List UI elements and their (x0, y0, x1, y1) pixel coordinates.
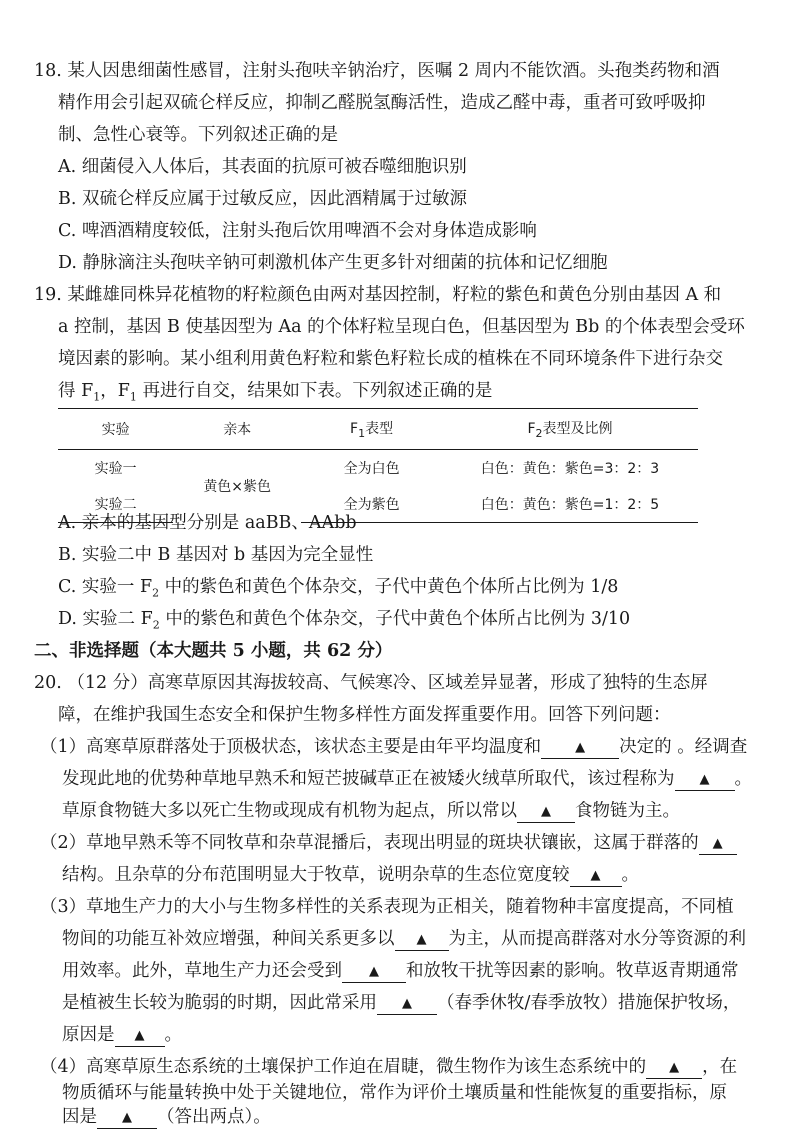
q20-part3-line-5: 原因是 ▲ 。 (62, 1025, 182, 1045)
triangle-icon: ▲ (669, 1060, 680, 1075)
q20-intro-1: 20. （12 分）高寒草原因其海拔较高、气候寒冷、区域差异显著，形成了独特的生态屏 (34, 673, 708, 693)
q18-line-2: 精作用会引起双硫仑样反应，抑制乙醛脱氢酶活性，造成乙醛中毒，重者可致呼吸抑 (58, 93, 706, 113)
answer-blank[interactable] (541, 737, 619, 759)
q18-line-3: 制、急性心衰等。下列叙述正确的是 (58, 125, 338, 145)
q19-option-d: D. 实验二 $F_2$ 中的紫色和黄色个体杂交，子代中黄色个体所占比例为 3/10 (58, 609, 631, 632)
header-experiment: 实验 (58, 409, 173, 450)
q20-part3-line-1: （3）草地生产力的大小与生物多样性的关系表现为正相关，随着物种丰富度提高，不同植 (40, 897, 734, 917)
q20-part3-line-2: 物间的功能互补效应增强，种间关系更多以 ▲ 为主，从而提高群落对水分等资源的利 (62, 929, 746, 949)
cell-f1: 全为白色 (343, 461, 400, 477)
answer-blank[interactable] (395, 929, 449, 951)
answer-blank[interactable] (675, 769, 735, 791)
q20-part2-line-1: （2）草地早熟禾等不同牧草和杂草混播后，表现出明显的斑块状镶嵌，这属于群落的 ▲ (40, 830, 737, 856)
q20-intro-2: 障，在维护我国生态安全和保护生物多样性方面发挥重要作用。回答下列问题： (58, 705, 671, 725)
triangle-icon: ▲ (699, 772, 710, 787)
q18-option-a: A. 细菌侵入人体后，其表面的抗原可被吞噬细胞识别 (58, 157, 467, 177)
q20-part1-line-2: 发现此地的优势种草地早熟禾和短芒披碱草正在被矮火绒草所取代，该过程称为 ▲ 。 (62, 769, 752, 789)
answer-blank[interactable] (570, 865, 622, 887)
answer-blank[interactable] (699, 833, 737, 855)
table-header-row (58, 409, 698, 450)
triangle-icon: ▲ (122, 1110, 132, 1125)
triangle-icon: ▲ (134, 1028, 145, 1043)
triangle-icon: ▲ (541, 804, 551, 819)
q19-line-1: 19. 某雌雄同株异花植物的籽粒颜色由两对基因控制，籽粒的紫色和黄色分别由基因 A 和 (34, 285, 722, 305)
q18-option-b: B. 双硫仑样反应属于过敏反应，因此酒精属于过敏源 (58, 189, 467, 209)
cell-f2: 白色：黄色：紫色=3：2：3 (480, 461, 660, 477)
q20-part2-line-2: 结构。且杂草的分布范围明显大于牧草，说明杂草的生态位宽度较 ▲ 。 (62, 865, 639, 885)
q20-part3-line-3: 用效率。此外，草地生产力还会受到 ▲ 和放牧干扰等因素的影响。牧草返青期通常 (62, 961, 739, 981)
answer-blank[interactable] (377, 993, 437, 1015)
q20-part1-line-1: （1）高寒草原群落处于顶极状态，该状态主要是由年平均温度和 ▲ 决定的 。经调查 (40, 737, 748, 757)
answer-blank[interactable] (646, 1057, 702, 1079)
q20-part4-line-3: 因是 ▲ （答出两点）。 (62, 1107, 271, 1127)
q18-line-1: 18. 某人因患细菌性感冒，注射头孢呋辛钠治疗，医嘱 2 周内不能饮酒。头孢类药物和酒 (34, 61, 720, 81)
answer-blank[interactable] (97, 1107, 157, 1129)
q19-option-b: B. 实验二中 B 基因对 b 基因为完全显性 (58, 545, 374, 565)
triangle-icon: ▲ (712, 836, 723, 851)
cell-experiment: 实验二 (58, 486, 173, 523)
q20-part3-line-4: 是植被生长较为脆弱的时期，因此常采用 ▲ （春季休牧/春季放牧）措施保护牧场， (62, 993, 741, 1013)
answer-blank[interactable] (517, 801, 575, 823)
experiment-table (58, 408, 698, 523)
q19-option-c: C. 实验一 $F_2$ 中的紫色和黄色个体杂交，子代中黄色个体所占比例为 1/8 (58, 577, 619, 600)
header-f1: $F_1$表型 (301, 409, 442, 450)
answer-blank[interactable] (342, 961, 406, 983)
cell-f1: 全为紫色 (301, 486, 442, 523)
answer-blank[interactable] (115, 1025, 165, 1047)
table-row (58, 450, 698, 487)
cell-f2: 白色：黄色：紫色=1：2：5 (442, 486, 698, 523)
triangle-icon: ▲ (369, 964, 379, 979)
triangle-icon: ▲ (590, 868, 601, 883)
q20-part4-line-2: 物质循环与能量转换中处于关键地位，常作为评价土壤质量和性能恢复的重要指标，原 (62, 1083, 727, 1103)
q19-line-3: 境因素的影响。某小组利用黄色籽粒和紫色籽粒长成的植株在不同环境条件下进行杂交 (58, 349, 723, 369)
cell-parent: 黄色×紫色 (203, 479, 272, 496)
q19-line-4: 得 $F_1$，$F_1$ 再进行自交，结果如下表。下列叙述正确的是 (58, 381, 493, 404)
q20-part1-line-3: 草原食物链大多以死亡生物或现成有机物为起点，所以常以 ▲ 食物链为主。 (62, 801, 680, 821)
cell-experiment: 实验一 (94, 461, 137, 477)
triangle-icon: ▲ (402, 996, 412, 1011)
header-f2: $F_2$表型及比例 (442, 409, 698, 450)
q20-part4-line-1: （4）高寒草原生态系统的土壤保护工作迫在眉睫，微生物作为该生态系统中的 ▲ ，在 (40, 1057, 738, 1077)
header-parent: 亲本 (173, 409, 301, 450)
triangle-icon: ▲ (416, 932, 427, 947)
q19-line-2: a 控制，基因 B 使基因型为 Aa 的个体籽粒呈现白色，但基因型为 Bb 的个体表型会受环 (58, 317, 745, 337)
q18-option-c: C. 啤酒酒精度较低，注射头孢后饮用啤酒不会对身体造成影响 (58, 221, 537, 241)
triangle-icon: ▲ (575, 740, 586, 755)
q18-option-d: D. 静脉滴注头孢呋辛钠可刺激机体产生更多针对细菌的抗体和记忆细胞 (58, 253, 608, 273)
section-title: 二、非选择题（本大题共 5 小题，共 62 分） (34, 641, 393, 661)
q19-option-a: A. 亲本的基因型分别是 aaBB、AAbb (58, 513, 357, 533)
